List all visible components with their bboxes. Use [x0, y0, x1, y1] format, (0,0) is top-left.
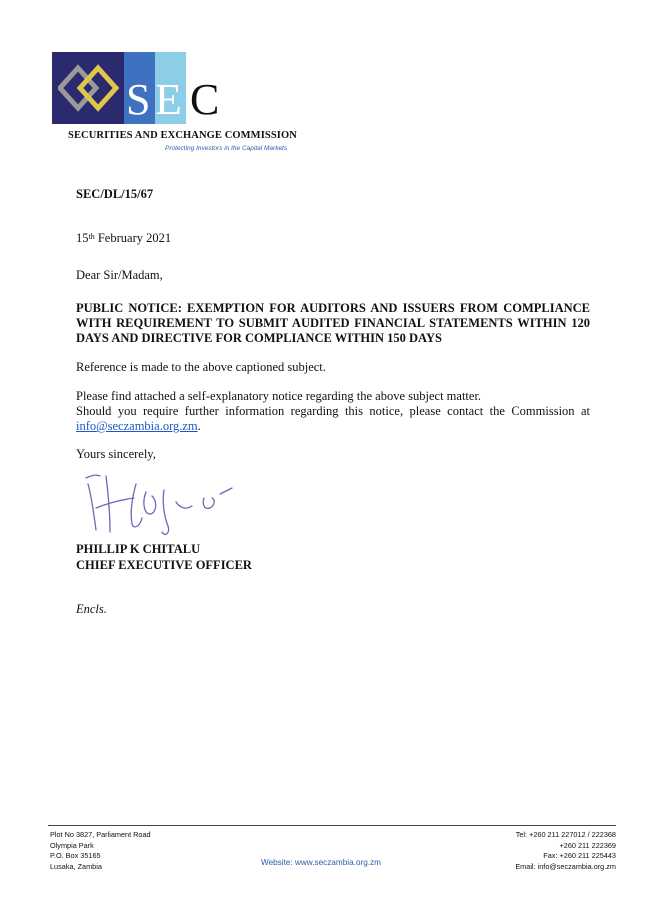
handwritten-signature — [80, 468, 250, 542]
organization-tagline: Protecting Investors in the Capital Markets — [165, 145, 288, 152]
email-trailing-period: . — [197, 419, 201, 433]
date-suffix: th — [88, 232, 95, 241]
date-month-year: February 2021 — [94, 231, 172, 245]
contact-line: +260 211 222369 — [559, 840, 616, 850]
address-line: P.O. Box 35165 — [50, 851, 101, 860]
footer-contacts — [515, 830, 616, 872]
enclosures-note: Encls. — [76, 602, 107, 616]
letter-date — [76, 231, 171, 246]
address-line: Olympia Park — [50, 840, 94, 850]
contact-line: Email: info@seczambia.org.zm — [515, 861, 616, 871]
footer-divider — [48, 825, 616, 826]
date-day: 15 — [76, 231, 89, 245]
signer-title: CHIEF EXECUTIVE OFFICER — [76, 558, 252, 572]
reference-paragraph: Reference is made to the above captioned subject. — [76, 360, 326, 374]
diamond-emblem-icon — [58, 64, 120, 114]
contact-line: Fax: +260 211 225443 — [543, 851, 616, 860]
address-line: Lusaka, Zambia — [50, 861, 102, 871]
footer-address — [50, 830, 151, 872]
email-link[interactable]: info@seczambia.org.zm — [76, 419, 198, 433]
reference-number: SEC/DL/15/67 — [76, 187, 154, 201]
signer-name: PHILLIP K CHITALU — [76, 542, 201, 556]
salutation: Dear Sir/Madam, — [76, 268, 163, 282]
logo-letter-e: E — [155, 75, 182, 124]
logo-letter-c: C — [190, 75, 220, 124]
logo-letter-s: S — [126, 75, 151, 124]
contact-text: Should you require further information regarding this notice, please contact the Commission at — [76, 404, 590, 418]
sec-logo — [52, 52, 220, 124]
footer-website[interactable]: Website: www.seczambia.org.zm — [261, 858, 381, 867]
organization-name: SECURITIES AND EXCHANGE COMMISSION — [68, 130, 297, 141]
contact-line: Tel: +260 211 227012 / 222368 — [515, 830, 616, 839]
subject-heading: PUBLIC NOTICE: EXEMPTION FOR AUDITORS AND ISSUERS FROM COMPLIANCE WITH REQUIREMENT TO SUBMIT AUDITED FINANCIAL STATEMENTS WITHIN 120 DAYS AND DIRECTIVE FOR COMPLIANCE WITHIN 150 DAYS — [76, 301, 590, 345]
address-line: Plot No 3827, Parliament Road — [50, 830, 151, 839]
contact-paragraph — [76, 404, 590, 434]
attachment-paragraph: Please find attached a self-explanatory notice regarding the above subject matter. — [76, 389, 482, 403]
closing: Yours sincerely, — [76, 447, 156, 461]
